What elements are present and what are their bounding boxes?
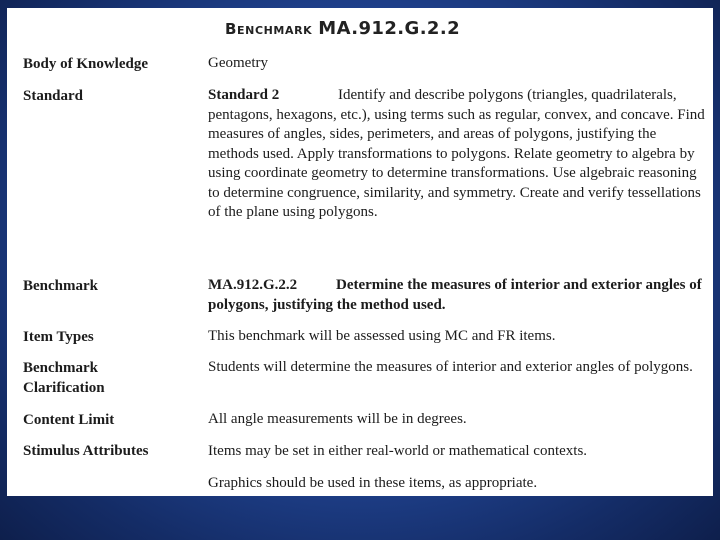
row-label: Benchmark bbox=[23, 278, 98, 294]
row-value: Students will determine the measures of interior and exterior angles of polygons. bbox=[208, 359, 693, 375]
label-line-1: Benchmark bbox=[23, 360, 98, 376]
benchmark-code: MA.912.G.2.2 bbox=[208, 277, 298, 293]
row-label bbox=[23, 358, 203, 398]
row-label: Content Limit bbox=[23, 412, 115, 428]
row-value: All angle measurements will be in degrees. bbox=[208, 411, 467, 427]
title-prefix: Benchmark bbox=[225, 20, 313, 38]
standard-code: Standard 2 bbox=[208, 87, 280, 103]
row-value: Geometry bbox=[208, 55, 268, 71]
stimulus-value-1: Items may be set in either real-world or mathematical contexts. bbox=[208, 443, 588, 459]
page-title bbox=[225, 18, 460, 39]
row-value bbox=[208, 276, 706, 315]
row-label: Stimulus Attributes bbox=[23, 443, 149, 459]
benchmark-text: Determine the measures of interior and exterior angles of polygons, justifying the method used. bbox=[208, 277, 702, 313]
row-value: This benchmark will be assessed using MC and FR items. bbox=[208, 328, 556, 344]
standard-text: Identify and describe polygons (triangles, quadrilaterals, pentagons, hexagons, etc.), using terms such as regular, convex, and concave. Find measures of angles, sides, perimeters, and areas of polygons, justifying the methods used. Apply transformations to polygons. Relate geometry to algebra by using coordinate geometry to determine transformations. Use algebraic reasoning to determine congruence, similarity, and symmetry. Create and verify tessellations of the plane using polygons. bbox=[208, 87, 705, 220]
title-code: MA.912.G.2.2 bbox=[318, 18, 461, 39]
document-page bbox=[7, 8, 713, 496]
row-label: Standard bbox=[23, 88, 84, 104]
stimulus-value-2: Graphics should be used in these items, as appropriate. bbox=[208, 475, 538, 491]
label-line-2: Clarification bbox=[23, 380, 105, 396]
row-value bbox=[208, 86, 706, 223]
row-label: Item Types bbox=[23, 329, 94, 345]
row-label: Body of Knowledge bbox=[23, 56, 149, 72]
